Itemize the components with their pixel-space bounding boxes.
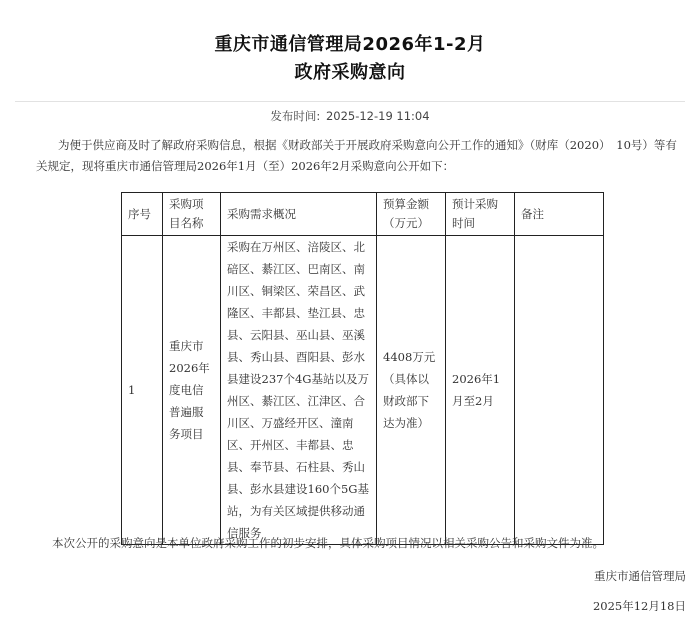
- page-title: 重庆市通信管理局2026年1-2月: [214, 34, 486, 55]
- intro-paragraph: 为便于供应商及时了解政府采购信息，根据《财政部关于开展政府采购意向公开工作的通知》（财库（2020） 10号）等有关规定，现将重庆市通信管理局2026年1月（至）2026年2月采购意向公开如下：: [36, 138, 677, 173]
- cell-desc: 采购在万州区、涪陵区、北碚区、綦江区、巴南区、南川区、铜梁区、荣昌区、武隆区、丰都县、垫江县、忠县、云阳县、巫山县、巫溪县、秀山县、酉阳县、彭水县建设237个4G基站以及万州区、綦江区、江津区、合川区、万盛经开区、潼南区、开州区、丰都县、忠县、奉节县、石柱县、秀山县、彭水县建设160个5G基站，为有关区域提供移动通信服务: [221, 236, 377, 545]
- header-note: 备注: [515, 193, 604, 236]
- publish-time-value: 2025-12-19 11:04: [325, 109, 430, 123]
- header-name: 采购项目名称: [163, 193, 221, 236]
- cell-no: 1: [122, 236, 163, 545]
- signature-date: 2025年12月18日: [592, 599, 686, 613]
- signature: 重庆市通信管理局: [594, 569, 686, 583]
- header-no: 序号: [122, 193, 163, 236]
- cell-note: [515, 236, 604, 545]
- footer-note: 本次公开的采购意向是本单位政府采购工作的初步安排，具体采购项目情况以相关采购公告和采购文件为准。: [52, 536, 604, 550]
- publish-time-label: 发布时间:: [270, 109, 321, 123]
- cell-budget: 4408万元（具体以财政部下达为准）: [377, 236, 446, 545]
- cell-time: 2026年1月至2月: [446, 236, 515, 545]
- publish-time: [0, 108, 700, 124]
- cell-name: 重庆市2026年度电信普遍服务项目: [163, 236, 221, 545]
- header-time: 预计采购时间: [446, 193, 515, 236]
- header-budget: 预算金额（万元）: [377, 193, 446, 236]
- table-row: [122, 236, 604, 545]
- page-subtitle: 政府采购意向: [294, 62, 406, 83]
- procurement-table: [121, 192, 604, 545]
- table-header-row: [122, 193, 604, 236]
- title-divider: [15, 101, 685, 102]
- header-desc: 采购需求概况: [221, 193, 377, 236]
